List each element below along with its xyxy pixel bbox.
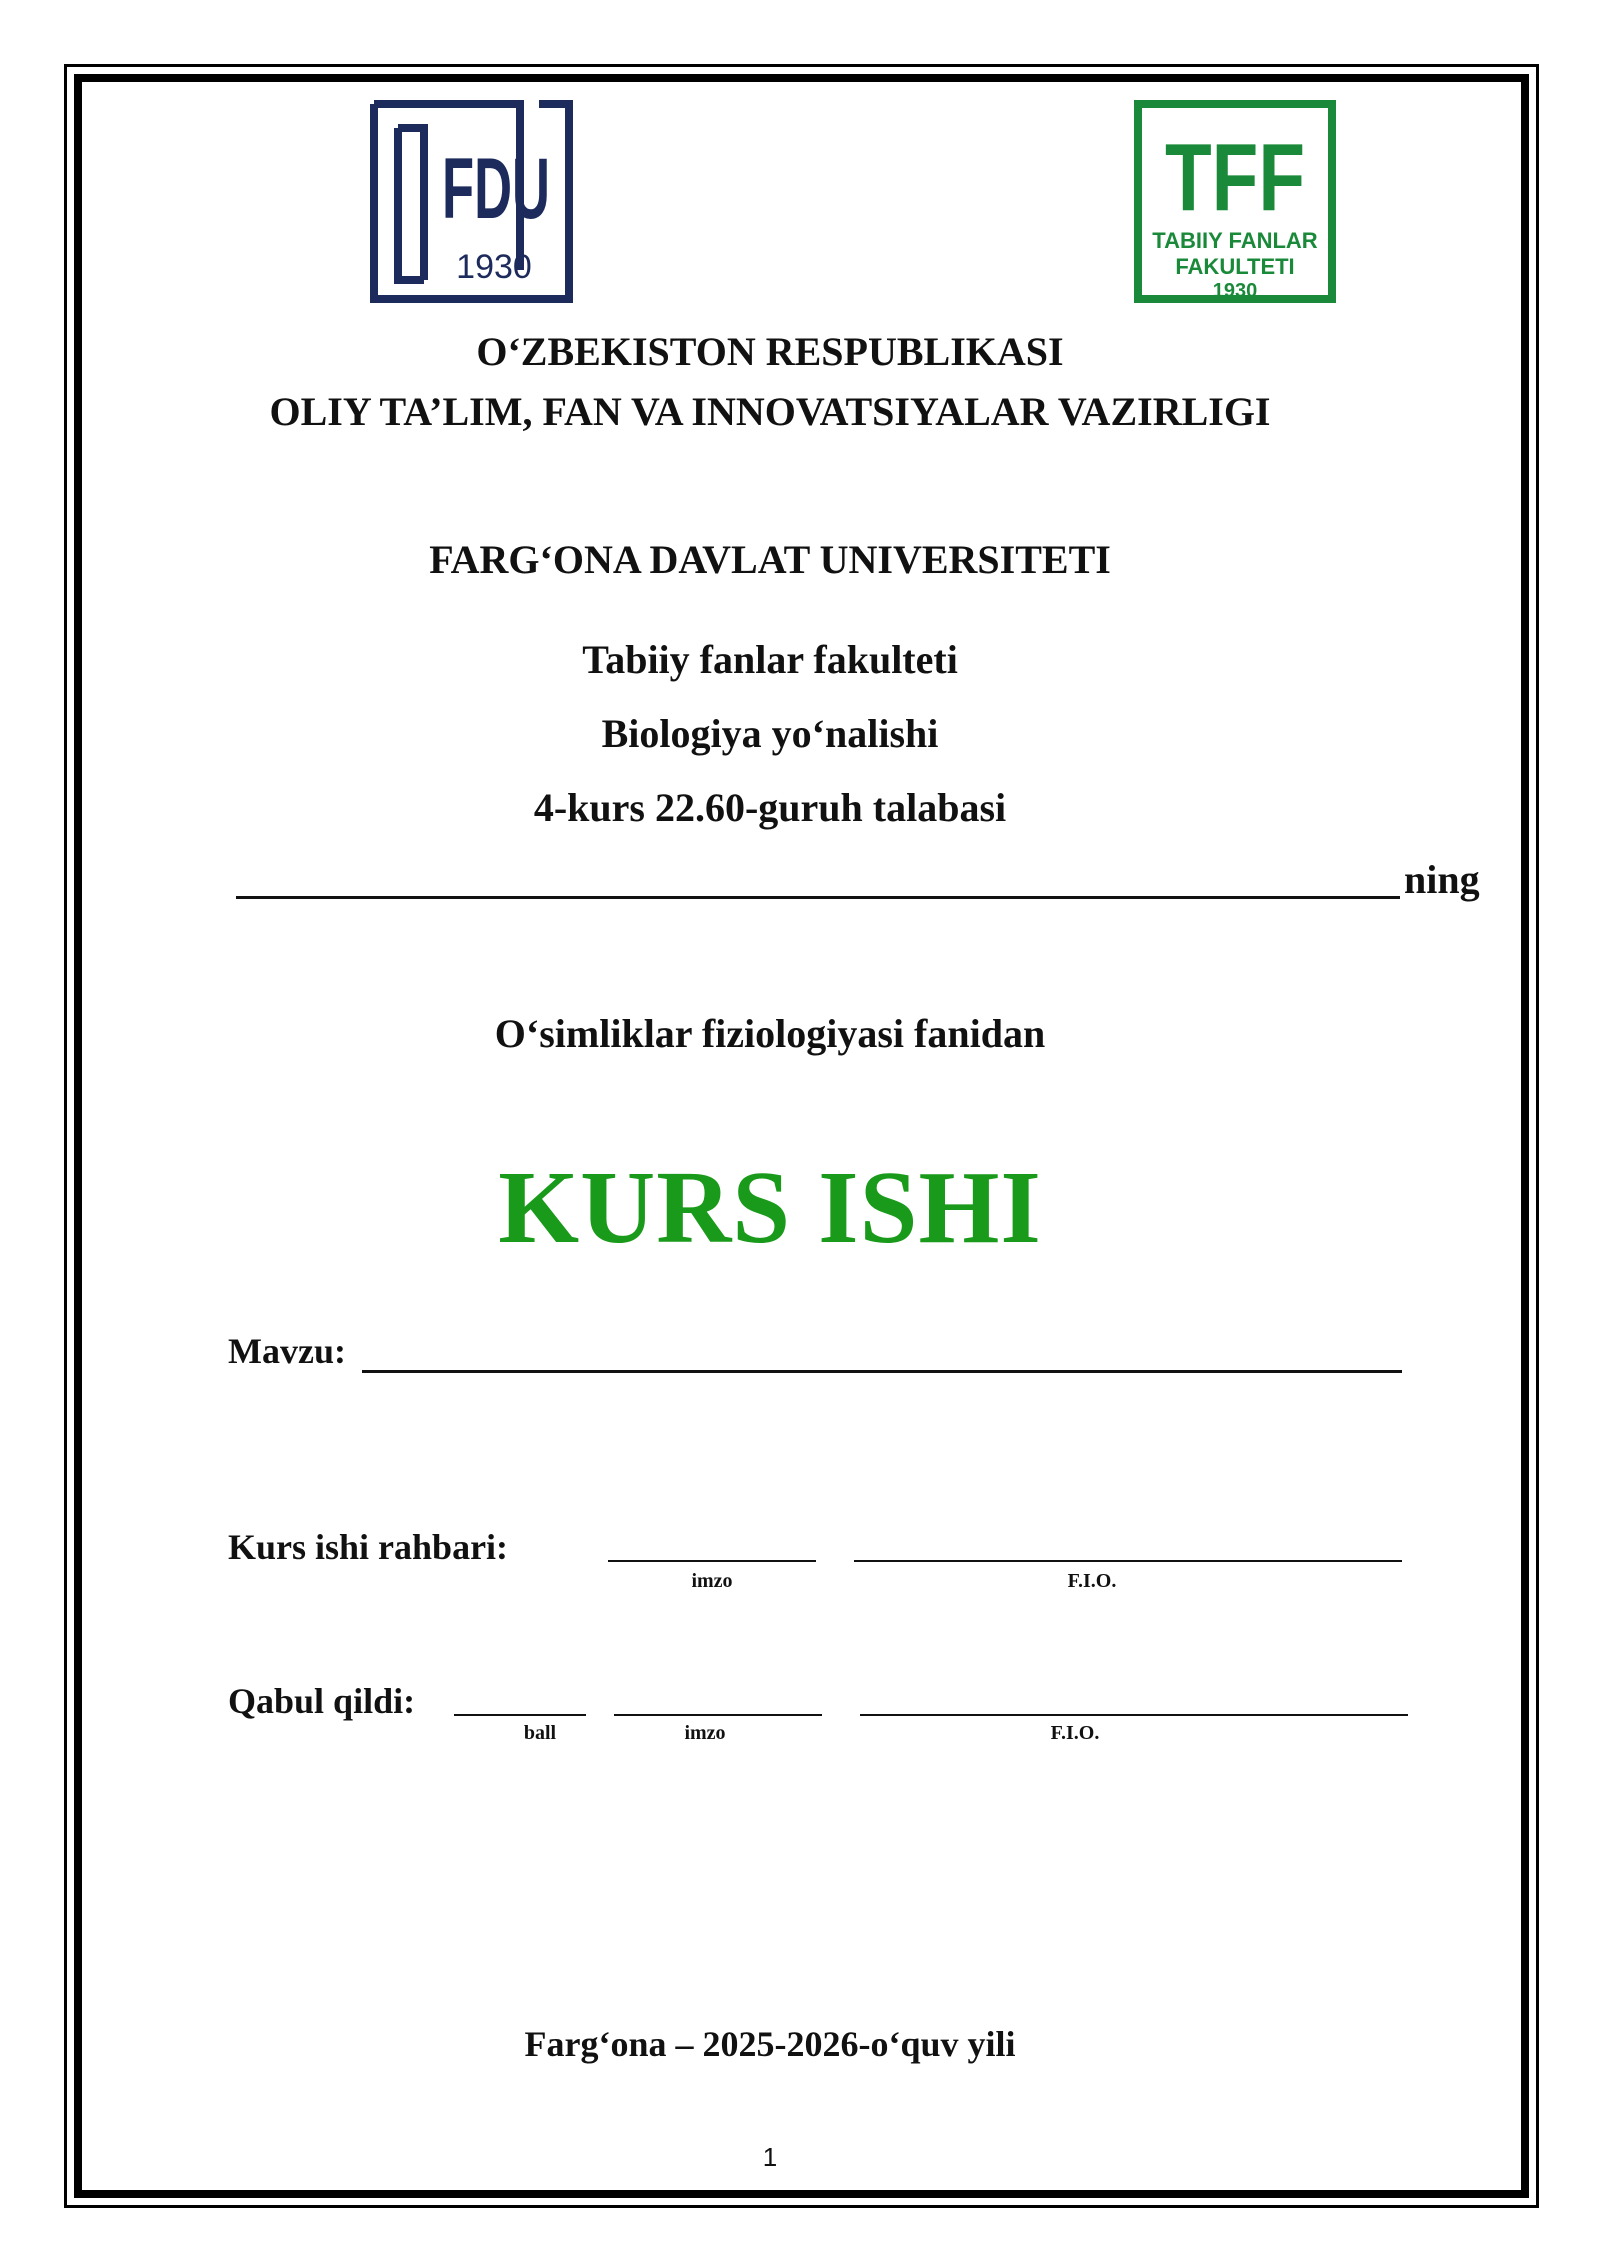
fdu-logo-year: 1930 [456,248,532,286]
accepted-signature-caption: imzo [684,1722,726,1744]
supervisor-name-blank [854,1560,1402,1562]
tff-logo-year: 1930 [1212,280,1258,302]
supervisor-label: Kurs ishi rahbari: [228,1527,509,1567]
page-number: 1 [762,2142,778,2172]
direction-line: Biologiya yo‘nalishi [601,711,939,756]
ministry-heading: OLIY TA’LIM, FAN VA INNOVATSIYALAR VAZIRLIGI [269,389,1271,434]
tff-logo-line1: TABIIY FANLAR [1152,228,1318,253]
accepted-name-caption: F.I.O. [1050,1722,1100,1744]
accepted-score-blank [454,1714,586,1716]
fdu-logo [370,100,573,303]
accepted-label: Qabul qildi: [228,1681,416,1721]
university-heading: FARG‘ONA DAVLAT UNIVERSITETI [429,537,1111,582]
accepted-name-blank [860,1714,1408,1716]
tff-logo [1134,100,1336,303]
topic-blank [362,1370,1402,1373]
tff-logo-line2: FAKULTETI [1175,254,1295,279]
topic-label: Mavzu: [228,1331,346,1371]
faculty-line: Tabiiy fanlar fakulteti [582,637,958,682]
republic-heading: O‘ZBEKISTON RESPUBLIKASI [476,329,1064,374]
supervisor-signature-caption: imzo [691,1570,733,1592]
supervisor-name-caption: F.I.O. [1067,1570,1117,1592]
student-name-blank [236,896,1400,899]
document-title: KURS ISHI [498,1150,1042,1265]
accepted-score-caption: ball [523,1722,557,1744]
subject-line: O‘simliklar fiziologiyasi fanidan [494,1011,1046,1056]
group-line: 4-kurs 22.60-guruh talabasi [533,785,1007,830]
supervisor-signature-blank [608,1560,816,1562]
place-year-footer: Farg‘ona – 2025-2026-o‘quv yili [524,2024,1016,2064]
tff-logo-letters: TFF [1165,124,1305,231]
fdu-logo-letters: FDU [442,141,550,237]
accepted-signature-blank [614,1714,822,1716]
student-suffix: ning [1404,857,1480,902]
